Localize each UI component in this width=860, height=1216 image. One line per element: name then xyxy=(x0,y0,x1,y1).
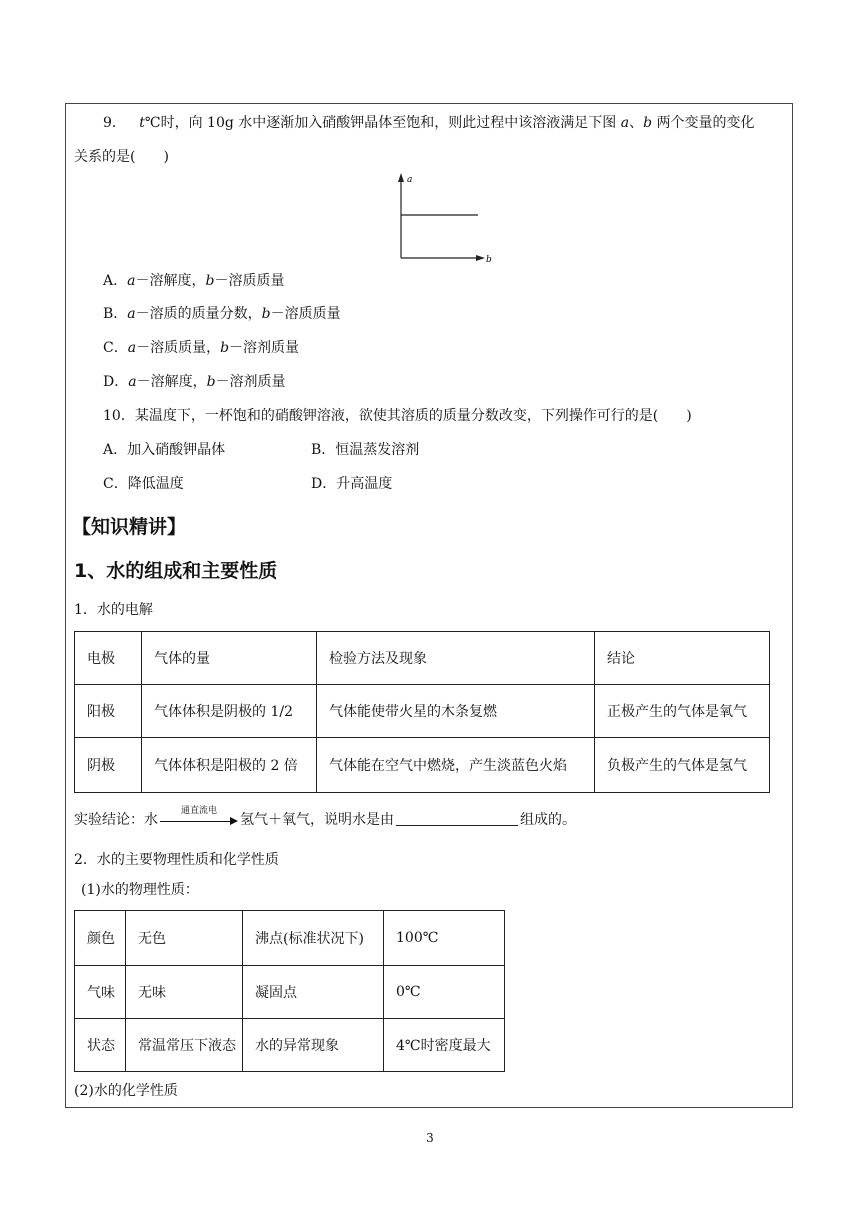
table-cell: 常温常压下液态 xyxy=(126,1019,243,1072)
physical-properties-table xyxy=(74,910,505,1072)
table-cell: 气体能在空气中燃烧，产生淡蓝色火焰 xyxy=(317,738,595,793)
fill-in-blank xyxy=(396,811,518,826)
q10-option-c: C．降低温度 xyxy=(103,476,184,492)
table-cell: 100℃ xyxy=(384,911,505,966)
table-row xyxy=(75,632,770,685)
x-axis-label: b xyxy=(486,255,492,265)
arrow-condition: 通直流电 xyxy=(180,806,217,816)
q10-option-d: D．升高温度 xyxy=(311,476,393,492)
electrolysis-table xyxy=(74,631,770,793)
subsection-title: 1、水的组成和主要性质 xyxy=(74,560,278,582)
table-cell: 阳极 xyxy=(75,685,142,738)
table-cell: 气体能使带火星的木条复燃 xyxy=(317,685,595,738)
table-row xyxy=(75,1019,505,1072)
question-9-line2: 关系的是( ) xyxy=(74,149,169,165)
variable-graph xyxy=(392,170,497,266)
q10-option-b: B．恒温蒸发溶剂 xyxy=(311,442,420,458)
section-title: 【知识精讲】 xyxy=(72,516,187,538)
experiment-conclusion: 实验结论：水 通直流电 氢气＋氧气，说明水是由 组成的。 xyxy=(74,806,576,828)
reaction-arrow xyxy=(160,806,238,828)
table-row xyxy=(75,738,770,793)
table-cell: 无味 xyxy=(126,966,243,1019)
table-cell: 阴极 xyxy=(75,738,142,793)
table-cell: 气体的量 xyxy=(142,632,317,685)
table-cell: 气体体积是阳极的 2 倍 xyxy=(142,738,317,793)
table-row xyxy=(75,685,770,738)
table-cell: 4℃时密度最大 xyxy=(384,1019,505,1072)
table-cell: 气味 xyxy=(75,966,126,1019)
table-cell: 0℃ xyxy=(384,966,505,1019)
question-9-line1: 9． t℃时，向 10g 水中逐渐加入硝酸钾晶体至饱和，则此过程中该溶液满足下图 a、b 两个变量的变化 xyxy=(103,115,755,131)
y-axis-label: a xyxy=(407,175,413,185)
table-cell: 无色 xyxy=(126,911,243,966)
table-cell: 检验方法及现象 xyxy=(317,632,595,685)
table-cell: 颜色 xyxy=(75,911,126,966)
q10-option-a: A．加入硝酸钾晶体 xyxy=(103,442,226,458)
electrolysis-heading: 1．水的电解 xyxy=(74,602,153,618)
page-number: 3 xyxy=(426,1131,434,1145)
table-cell: 正极产生的气体是氧气 xyxy=(595,685,770,738)
y-axis-arrowhead xyxy=(398,173,404,182)
q9-option-a: A．a－溶解度，b－溶质质量 xyxy=(103,273,285,289)
table-cell: 凝固点 xyxy=(243,966,384,1019)
table-cell: 负极产生的气体是氢气 xyxy=(595,738,770,793)
table-cell: 气体体积是阴极的 1/2 xyxy=(142,685,317,738)
table-row xyxy=(75,911,505,966)
table-cell: 电极 xyxy=(75,632,142,685)
x-axis-arrowhead xyxy=(476,255,485,261)
chemical-properties-heading: (2)水的化学性质 xyxy=(74,1083,178,1099)
table-cell: 沸点(标准状况下) xyxy=(243,911,384,966)
table-cell: 水的异常现象 xyxy=(243,1019,384,1072)
q9-option-c: C．a－溶质质量，b－溶剂质量 xyxy=(103,340,300,356)
table-row xyxy=(75,966,505,1019)
q9-option-d: D．a－溶解度，b－溶剂质量 xyxy=(103,374,286,390)
table-cell: 状态 xyxy=(75,1019,126,1072)
q9-option-b: B．a－溶质的质量分数，b－溶质质量 xyxy=(103,306,341,322)
question-10: 10．某温度下，一杯饱和的硝酸钾溶液，欲使其溶质的质量分数改变，下列操作可行的是( ) xyxy=(103,408,692,424)
properties-heading: 2．水的主要物理性质和化学性质 xyxy=(74,852,279,868)
physical-properties-heading: (1)水的物理性质： xyxy=(81,882,199,898)
table-cell: 结论 xyxy=(595,632,770,685)
